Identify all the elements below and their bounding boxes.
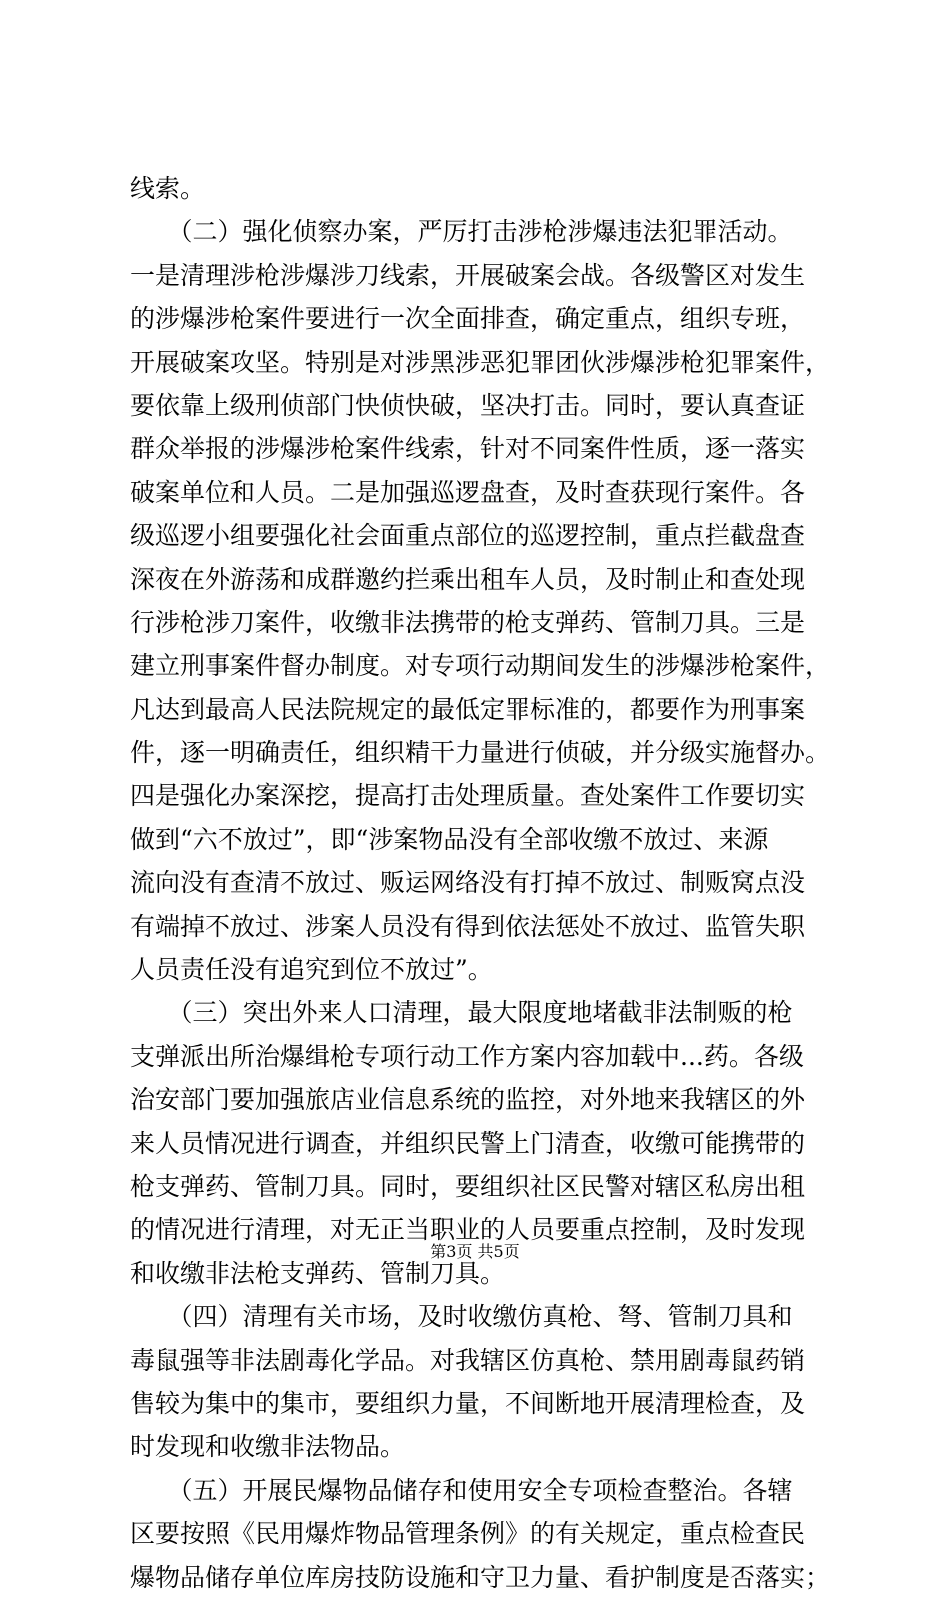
text-line: 开展破案攻坚。特别是对涉黑涉恶犯罪团伙涉爆涉枪犯罪案件， <box>130 347 831 377</box>
text-line: 枪支弹药、管制刀具。同时，要组织社区民警对辖区私房出租 <box>130 1171 806 1201</box>
text-line: （三）突出外来人口清理，最大限度地堵截非法制贩的枪 <box>130 998 793 1028</box>
page-footer: 第3页 共5页 <box>430 1242 520 1261</box>
text-line: 来人员情况进行调查，并组织民警上门清查，收缴可能携带的 <box>130 1128 806 1158</box>
text-line: 人员责任没有追究到位不放过”。 <box>130 955 493 985</box>
text-line: 爆物品储存单位库房技防设施和守卫力量、看护制度是否落实； <box>130 1562 831 1592</box>
text-line: 流向没有查清不放过、贩运网络没有打掉不放过、制贩窝点没 <box>130 868 806 898</box>
text-line: 时发现和收缴非法物品。 <box>130 1432 406 1462</box>
text-line: 做到“六不放过”，即“涉案物品没有全部收缴不放过、来源 <box>130 824 769 854</box>
text-line: （五）开展民爆物品储存和使用安全专项检查整治。各辖 <box>130 1475 793 1505</box>
text-line: 建立刑事案件督办制度。对专项行动期间发生的涉爆涉枪案件， <box>130 651 831 681</box>
text-line: 件，逐一明确责任，组织精干力量进行侦破，并分级实施督办。 <box>130 738 831 768</box>
text-line: 破案单位和人员。二是加强巡逻盘查，及时查获现行案件。各 <box>130 477 806 507</box>
text-line: 要依靠上级刑侦部门快侦快破，坚决打击。同时，要认真查证 <box>130 390 806 420</box>
body-text <box>130 167 830 1599</box>
text-line: 售较为集中的集市，要组织力量，不间断地开展清理检查，及 <box>130 1388 806 1418</box>
text-line: 凡达到最高人民法院规定的最低定罪标准的，都要作为刑事案 <box>130 694 806 724</box>
text-line: 有端掉不放过、涉案人员没有得到依法惩处不放过、监管失职 <box>130 911 806 941</box>
text-line: 治安部门要加强旅店业信息系统的监控，对外地来我辖区的外 <box>130 1085 806 1115</box>
text-line: 一是清理涉枪涉爆涉刀线索，开展破案会战。各级警区对发生 <box>130 260 806 290</box>
text-line: （四）清理有关市场，及时收缴仿真枪、弩、管制刀具和 <box>130 1302 793 1332</box>
text-line: 行涉枪涉刀案件，收缴非法携带的枪支弹药、管制刀具。三是 <box>130 607 806 637</box>
text-line: 的涉爆涉枪案件要进行一次全面排查，确定重点，组织专班， <box>130 304 806 334</box>
text-line: 级巡逻小组要强化社会面重点部位的巡逻控制，重点拦截盘查 <box>130 521 806 551</box>
text-line: 和收缴非法枪支弹药、管制刀具。 <box>130 1258 506 1288</box>
text-line: 的情况进行清理，对无正当职业的人员要重点控制，及时发现 <box>130 1215 806 1245</box>
text-line: 四是强化办案深挖，提高打击处理质量。查处案件工作要切实 <box>130 781 806 811</box>
text-line: 线索。 <box>130 174 206 203</box>
text-line: 群众举报的涉爆涉枪案件线索，针对不同案件性质，逐一落实 <box>130 434 806 464</box>
text-line: 深夜在外游荡和成群邀约拦乘出租车人员，及时制止和查处现 <box>130 564 806 594</box>
text-line: 毒鼠强等非法剧毒化学品。对我辖区仿真枪、禁用剧毒鼠药销 <box>130 1345 806 1375</box>
text-line: 区要按照《民用爆炸物品管理条例》的有关规定，重点检查民 <box>130 1519 806 1549</box>
text-line: 支弹派出所治爆缉枪专项行动工作方案内容加载中...药。各级 <box>130 1041 804 1071</box>
text-line: （二）强化侦察办案，严厉打击涉枪涉爆违法犯罪活动。 <box>130 217 793 247</box>
